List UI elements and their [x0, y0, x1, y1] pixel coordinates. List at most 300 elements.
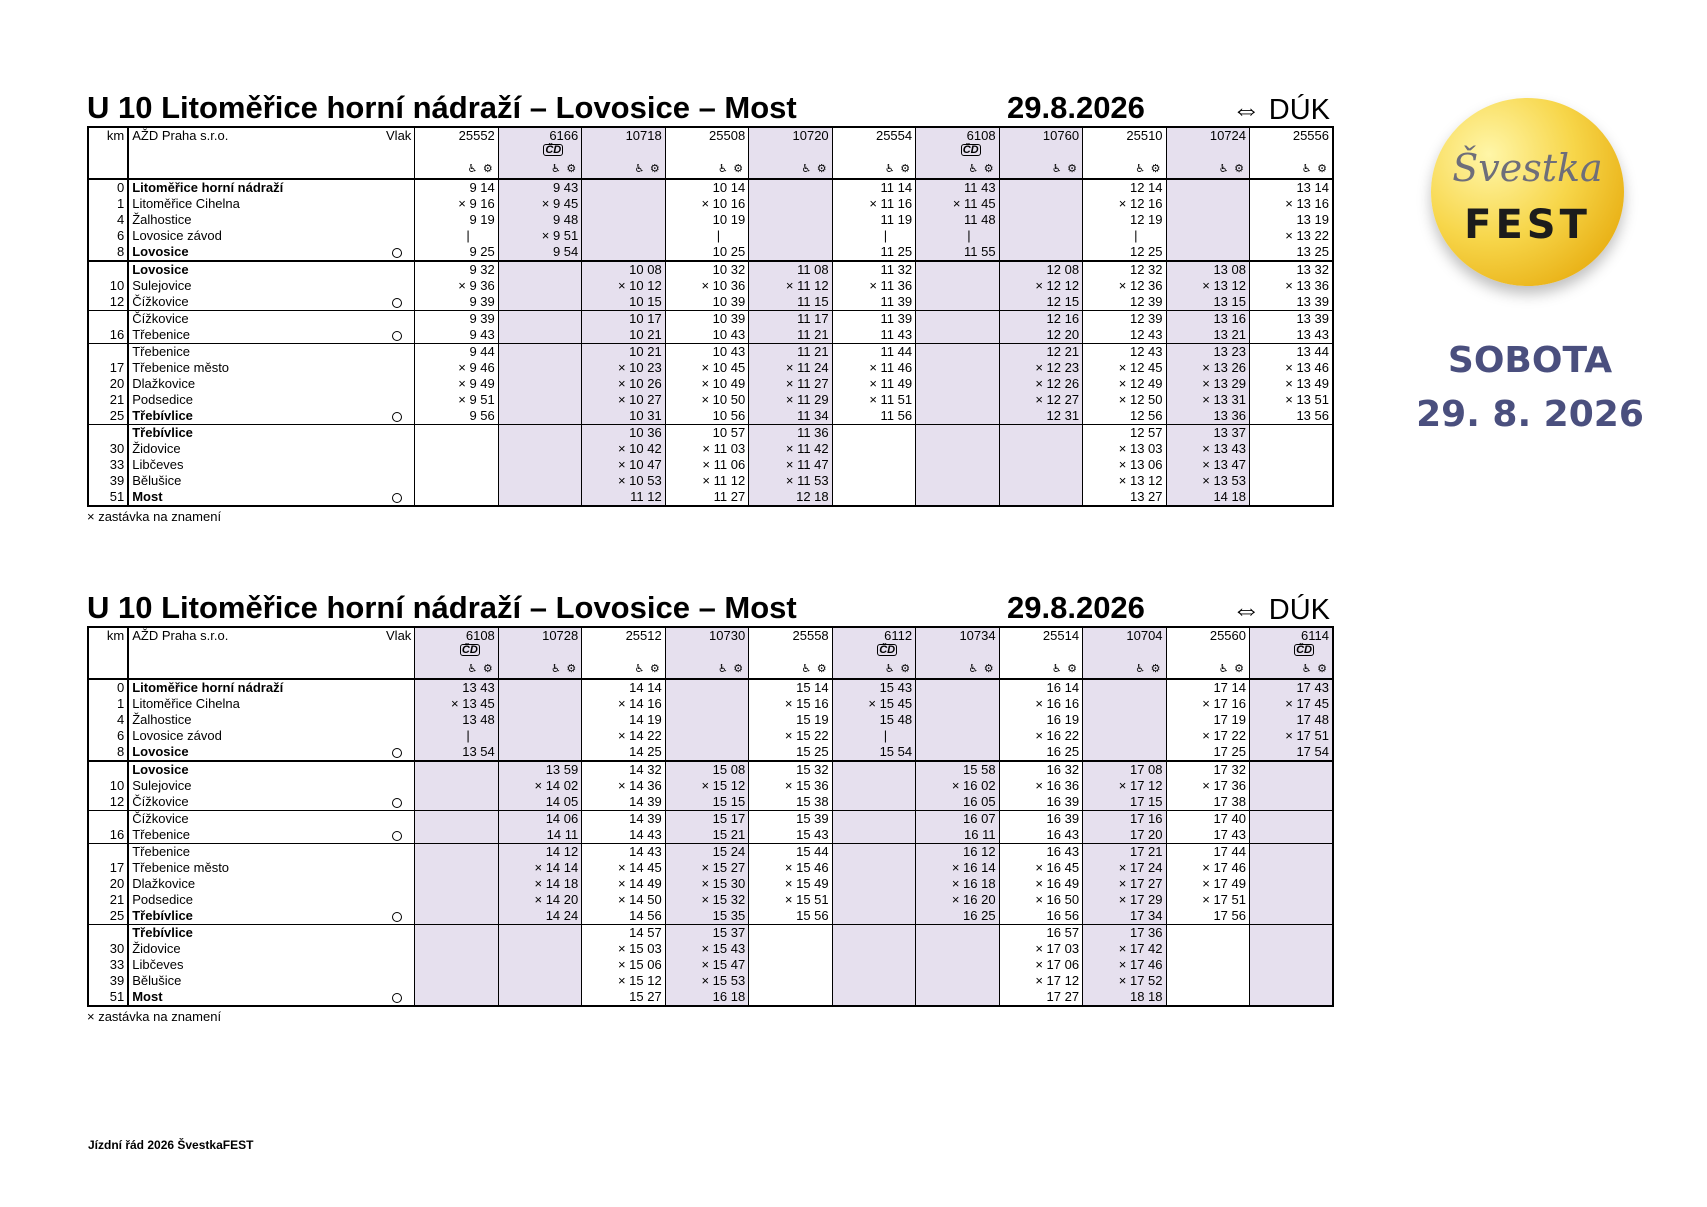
- time-cell: |: [665, 228, 748, 244]
- time-cell: × 14 36: [582, 778, 665, 794]
- time-cell: × 14 49: [582, 876, 665, 892]
- time-cell: 13 16: [1166, 311, 1249, 328]
- cd-logo-icon: ČD: [962, 144, 979, 156]
- time-cell: [415, 989, 498, 1006]
- time-cell: [999, 489, 1082, 506]
- time-cell: 15 39: [749, 811, 832, 828]
- time-cell: 10 39: [665, 311, 748, 328]
- station-row: [88, 457, 1333, 473]
- time-cell: 9 19: [415, 212, 498, 228]
- km-value: [88, 311, 128, 328]
- time-cell: × 16 45: [999, 860, 1082, 876]
- time-cell: × 13 29: [1166, 376, 1249, 392]
- time-cell: 11 32: [832, 261, 915, 278]
- time-cell: × 13 31: [1166, 392, 1249, 408]
- wheelchair-bicycle-icon: ♿ ⚙: [634, 662, 661, 675]
- station-name: Lovosice závod: [132, 228, 222, 243]
- time-cell: 12 21: [999, 344, 1082, 361]
- time-cell: [1166, 212, 1249, 228]
- time-cell: [498, 327, 581, 344]
- cd-logo-icon: ČD: [879, 644, 896, 656]
- request-circle-icon: [392, 493, 402, 503]
- time-cell: 11 19: [832, 212, 915, 228]
- time-cell: × 16 49: [999, 876, 1082, 892]
- time-cell: 16 43: [999, 844, 1082, 861]
- time-cell: 17 27: [999, 989, 1082, 1006]
- time-cell: [916, 489, 999, 506]
- train-number: 10728: [542, 628, 579, 643]
- time-cell: × 12 26: [999, 376, 1082, 392]
- km-value: [88, 925, 128, 942]
- time-cell: [415, 925, 498, 942]
- operator-label: ⇔ DÚK: [1231, 594, 1330, 626]
- time-cell: [832, 973, 915, 989]
- ring-cell: [380, 360, 415, 376]
- time-cell: [916, 744, 999, 761]
- km-header: km: [88, 627, 128, 679]
- wheelchair-bicycle-icon: ♿ ⚙: [1135, 662, 1162, 675]
- time-cell: [916, 457, 999, 473]
- ring-cell: [380, 989, 415, 1006]
- time-cell: [582, 196, 665, 212]
- time-cell: × 17 29: [1083, 892, 1166, 908]
- time-cell: × 11 12: [749, 278, 832, 294]
- ring-cell: [380, 811, 415, 828]
- time-cell: × 17 22: [1166, 728, 1249, 744]
- time-cell: × 15 43: [665, 941, 748, 957]
- time-cell: × 12 50: [1083, 392, 1166, 408]
- train-number: 10730: [709, 628, 746, 643]
- time-cell: 11 56: [832, 408, 915, 425]
- time-cell: 13 36: [1166, 408, 1249, 425]
- time-cell: 10 39: [665, 294, 748, 311]
- time-cell: × 13 53: [1166, 473, 1249, 489]
- time-cell: [916, 376, 999, 392]
- station-name: Třebívlice: [132, 908, 193, 923]
- time-cell: × 13 22: [1250, 228, 1334, 244]
- time-cell: 13 32: [1250, 261, 1334, 278]
- time-cell: 17 34: [1083, 908, 1166, 925]
- time-cell: 16 12: [916, 844, 999, 861]
- time-cell: × 16 36: [999, 778, 1082, 794]
- time-cell: [1250, 844, 1334, 861]
- time-cell: × 17 42: [1083, 941, 1166, 957]
- time-cell: 16 57: [999, 925, 1082, 942]
- time-cell: 15 15: [665, 794, 748, 811]
- wheelchair-bicycle-icon: ♿ ⚙: [1218, 662, 1245, 675]
- train-header-25508: [665, 127, 748, 179]
- time-cell: 13 43: [415, 679, 498, 696]
- wheelchair-bicycle-icon: ♿ ⚙: [634, 162, 661, 175]
- time-cell: [832, 957, 915, 973]
- time-cell: 11 39: [832, 311, 915, 328]
- time-cell: 10 43: [665, 344, 748, 361]
- km-value: 16: [88, 827, 128, 844]
- time-cell: [832, 892, 915, 908]
- time-cell: 16 43: [999, 827, 1082, 844]
- time-cell: 17 08: [1083, 761, 1166, 778]
- time-cell: [1166, 957, 1249, 973]
- time-cell: 9 14: [415, 179, 498, 196]
- time-cell: [1166, 925, 1249, 942]
- time-cell: [832, 794, 915, 811]
- time-cell: [999, 425, 1082, 442]
- station-name: Třebenice: [132, 327, 191, 342]
- time-cell: × 13 46: [1250, 360, 1334, 376]
- time-cell: 9 32: [415, 261, 498, 278]
- ring-cell: [380, 728, 415, 744]
- time-cell: 10 14: [665, 179, 748, 196]
- station-name: Libčeves: [132, 957, 184, 972]
- time-cell: × 16 18: [916, 876, 999, 892]
- time-cell: × 16 02: [916, 778, 999, 794]
- time-cell: 13 44: [1250, 344, 1334, 361]
- time-cell: 9 44: [415, 344, 498, 361]
- time-cell: [498, 957, 581, 973]
- time-cell: × 13 26: [1166, 360, 1249, 376]
- time-cell: 11 12: [582, 489, 665, 506]
- ring-cell: [380, 941, 415, 957]
- station-row: [88, 212, 1333, 228]
- time-cell: 15 32: [749, 761, 832, 778]
- time-cell: [498, 261, 581, 278]
- train-number: 6108: [465, 628, 495, 643]
- time-cell: × 11 16: [832, 196, 915, 212]
- time-cell: [1250, 457, 1334, 473]
- station-name: Libčeves: [132, 457, 184, 472]
- train-number: 25552: [458, 128, 495, 143]
- time-cell: [916, 408, 999, 425]
- station-row: [88, 489, 1333, 506]
- time-cell: 12 14: [1083, 179, 1166, 196]
- time-cell: [916, 679, 999, 696]
- time-cell: [1083, 744, 1166, 761]
- time-cell: 14 05: [498, 794, 581, 811]
- time-cell: 17 15: [1083, 794, 1166, 811]
- time-cell: 10 15: [582, 294, 665, 311]
- request-circle-icon: [392, 298, 402, 308]
- time-cell: 12 57: [1083, 425, 1166, 442]
- station-row: [88, 196, 1333, 212]
- time-cell: × 17 24: [1083, 860, 1166, 876]
- time-cell: [832, 441, 915, 457]
- time-cell: 17 32: [1166, 761, 1249, 778]
- ring-cell: [380, 778, 415, 794]
- train-header-25560: [1166, 627, 1249, 679]
- time-cell: 12 56: [1083, 408, 1166, 425]
- km-value: 33: [88, 457, 128, 473]
- station-name: Žalhostice: [132, 712, 192, 727]
- wheelchair-bicycle-icon: ♿ ⚙: [1051, 662, 1079, 675]
- time-cell: 11 43: [916, 179, 999, 196]
- km-value: 6: [88, 228, 128, 244]
- km-value: 0: [88, 679, 128, 696]
- km-value: 1: [88, 696, 128, 712]
- time-cell: 11 08: [749, 261, 832, 278]
- wheelchair-bicycle-icon: ♿ ⚙: [884, 662, 912, 675]
- station-name: Litoměřice Cihelna: [132, 196, 240, 211]
- time-cell: [832, 908, 915, 925]
- time-cell: [1083, 712, 1166, 728]
- time-cell: [498, 473, 581, 489]
- time-cell: 16 56: [999, 908, 1082, 925]
- time-cell: × 10 50: [665, 392, 748, 408]
- time-cell: 11 43: [832, 327, 915, 344]
- cd-logo-icon: ČD: [461, 644, 478, 656]
- km-value: 12: [88, 294, 128, 311]
- time-cell: 10 19: [665, 212, 748, 228]
- station-name: Třebenice: [128, 344, 379, 361]
- station-row: [88, 876, 1333, 892]
- time-cell: × 9 45: [498, 196, 581, 212]
- request-circle-icon: [392, 748, 402, 758]
- km-value: 12: [88, 794, 128, 811]
- time-cell: [916, 311, 999, 328]
- train-header-10704: [1083, 627, 1166, 679]
- time-cell: × 10 45: [665, 360, 748, 376]
- request-circle-icon: [392, 412, 402, 422]
- time-cell: × 15 47: [665, 957, 748, 973]
- time-cell: 10 25: [665, 244, 748, 261]
- train-header-10720: [749, 127, 832, 179]
- time-cell: [415, 473, 498, 489]
- station-row: [88, 973, 1333, 989]
- station-row: [88, 441, 1333, 457]
- km-value: [88, 425, 128, 442]
- ring-cell: [380, 261, 415, 278]
- request-stop-note: × zastávka na znamení: [87, 509, 222, 524]
- time-cell: [498, 311, 581, 328]
- time-cell: 14 24: [498, 908, 581, 925]
- km-value: 25: [88, 908, 128, 925]
- time-cell: [999, 196, 1082, 212]
- km-value: 20: [88, 876, 128, 892]
- time-cell: [498, 489, 581, 506]
- wheelchair-bicycle-icon: ♿ ⚙: [1218, 162, 1245, 175]
- time-cell: [415, 844, 498, 861]
- time-cell: [415, 457, 498, 473]
- time-cell: × 10 26: [582, 376, 665, 392]
- ring-cell: [380, 712, 415, 728]
- time-cell: [498, 712, 581, 728]
- time-cell: 11 55: [916, 244, 999, 261]
- time-cell: [415, 957, 498, 973]
- request-circle-icon: [392, 248, 402, 258]
- time-cell: × 12 27: [999, 392, 1082, 408]
- time-cell: |: [415, 228, 498, 244]
- time-cell: 10 08: [582, 261, 665, 278]
- time-cell: [832, 473, 915, 489]
- station-name: Litoměřice horní nádraží: [128, 679, 379, 696]
- time-cell: × 12 16: [1083, 196, 1166, 212]
- request-circle-icon: [392, 331, 402, 341]
- station-name: Třebívlice: [128, 425, 379, 442]
- time-cell: [498, 728, 581, 744]
- time-cell: 17 40: [1166, 811, 1249, 828]
- train-header-6108: [415, 627, 498, 679]
- time-cell: [1250, 908, 1334, 925]
- train-header-10724: [1166, 127, 1249, 179]
- date-label: 29. 8. 2026: [1416, 394, 1644, 435]
- station-row: [88, 179, 1333, 196]
- time-cell: 9 54: [498, 244, 581, 261]
- time-cell: 13 39: [1250, 311, 1334, 328]
- time-cell: 15 27: [582, 989, 665, 1006]
- time-cell: × 17 12: [999, 973, 1082, 989]
- time-cell: × 15 51: [749, 892, 832, 908]
- time-cell: × 9 46: [415, 360, 498, 376]
- footer-note: Jízdní řád 2026 ŠvestkaFEST: [88, 1138, 254, 1152]
- time-cell: × 17 06: [999, 957, 1082, 973]
- station-row: [88, 778, 1333, 794]
- time-cell: 14 06: [498, 811, 581, 828]
- km-value: 20: [88, 376, 128, 392]
- time-cell: [749, 212, 832, 228]
- time-cell: [1166, 941, 1249, 957]
- time-cell: 12 43: [1083, 327, 1166, 344]
- time-cell: [498, 392, 581, 408]
- time-cell: [1250, 778, 1334, 794]
- time-cell: [415, 827, 498, 844]
- time-cell: [498, 441, 581, 457]
- time-cell: 15 43: [749, 827, 832, 844]
- station-row: [88, 261, 1333, 278]
- operator-label: ⇔ DÚK: [1231, 94, 1330, 126]
- time-cell: |: [832, 728, 915, 744]
- station-name: Čížkovice: [128, 811, 379, 828]
- time-cell: 9 39: [415, 294, 498, 311]
- station-row: [88, 744, 1333, 761]
- time-cell: 12 25: [1083, 244, 1166, 261]
- station-name: Lovosice: [132, 244, 189, 259]
- time-cell: [832, 844, 915, 861]
- time-cell: 16 14: [999, 679, 1082, 696]
- station-name: Bělušice: [132, 973, 182, 988]
- time-cell: |: [832, 228, 915, 244]
- train-header-6112: [832, 627, 915, 679]
- time-cell: [1166, 244, 1249, 261]
- time-cell: 13 54: [415, 744, 498, 761]
- time-cell: [498, 457, 581, 473]
- vlak-label: Vlak: [380, 127, 415, 179]
- time-cell: × 10 16: [665, 196, 748, 212]
- time-cell: × 16 50: [999, 892, 1082, 908]
- time-cell: [1250, 794, 1334, 811]
- ring-cell: [380, 957, 415, 973]
- time-cell: × 11 49: [832, 376, 915, 392]
- time-cell: 16 39: [999, 794, 1082, 811]
- km-value: 17: [88, 860, 128, 876]
- time-cell: 15 19: [749, 712, 832, 728]
- time-cell: [415, 441, 498, 457]
- time-cell: × 11 06: [665, 457, 748, 473]
- time-cell: [1250, 957, 1334, 973]
- time-cell: [1250, 489, 1334, 506]
- svestkafest-logo: [1431, 98, 1624, 286]
- carrier-name: AŽD Praha s.r.o.: [128, 627, 379, 679]
- train-number: 10734: [959, 628, 996, 643]
- wheelchair-bicycle-icon: ♿ ⚙: [1301, 162, 1328, 175]
- ring-cell: [380, 376, 415, 392]
- km-value: 51: [88, 989, 128, 1006]
- time-cell: × 9 36: [415, 278, 498, 294]
- train-header-10734: [916, 627, 999, 679]
- station-row: [88, 344, 1333, 361]
- train-header-10730: [665, 627, 748, 679]
- ring-cell: [380, 311, 415, 328]
- station-row: [88, 712, 1333, 728]
- time-cell: [1250, 941, 1334, 957]
- km-value: 39: [88, 973, 128, 989]
- wheelchair-bicycle-icon: ♿ ⚙: [467, 662, 494, 675]
- train-number: 25560: [1209, 628, 1246, 643]
- time-cell: [832, 925, 915, 942]
- station-row: [88, 728, 1333, 744]
- time-cell: 14 57: [582, 925, 665, 942]
- train-header-25554: [832, 127, 915, 179]
- ring-cell: [380, 973, 415, 989]
- train-number: 6114: [1301, 628, 1329, 643]
- station-name: Čížkovice: [132, 794, 189, 809]
- time-cell: × 17 12: [1083, 778, 1166, 794]
- time-cell: 13 39: [1250, 294, 1334, 311]
- train-header-10728: [498, 627, 581, 679]
- time-cell: [415, 778, 498, 794]
- time-cell: 11 34: [749, 408, 832, 425]
- time-cell: × 10 49: [665, 376, 748, 392]
- ring-cell: [380, 294, 415, 311]
- timetable-table: [87, 626, 1334, 1007]
- time-cell: |: [415, 728, 498, 744]
- station-row: [88, 696, 1333, 712]
- time-cell: [749, 941, 832, 957]
- time-cell: [498, 344, 581, 361]
- ring-cell: [380, 392, 415, 408]
- time-cell: 17 36: [1083, 925, 1166, 942]
- time-cell: 18 18: [1083, 989, 1166, 1006]
- time-cell: [1250, 473, 1334, 489]
- station-row: [88, 311, 1333, 328]
- time-cell: 12 39: [1083, 311, 1166, 328]
- day-label: SOBOTA: [1447, 340, 1613, 381]
- time-cell: × 15 36: [749, 778, 832, 794]
- ring-cell: [380, 679, 415, 696]
- time-cell: [665, 728, 748, 744]
- time-cell: [665, 679, 748, 696]
- station-name: Most: [128, 989, 379, 1006]
- wheelchair-bicycle-icon: ♿ ⚙: [551, 662, 578, 675]
- ring-cell: [380, 344, 415, 361]
- time-cell: × 14 14: [498, 860, 581, 876]
- time-cell: [498, 294, 581, 311]
- km-value: [88, 844, 128, 861]
- time-cell: × 9 51: [498, 228, 581, 244]
- time-cell: [999, 212, 1082, 228]
- time-cell: [832, 811, 915, 828]
- time-cell: [665, 744, 748, 761]
- station-name: Třebenice město: [132, 360, 230, 375]
- train-number: 25514: [1042, 628, 1080, 643]
- time-cell: 17 20: [1083, 827, 1166, 844]
- time-cell: 11 39: [832, 294, 915, 311]
- time-cell: × 11 29: [749, 392, 832, 408]
- time-cell: 9 48: [498, 212, 581, 228]
- time-cell: × 15 49: [749, 876, 832, 892]
- time-cell: [916, 473, 999, 489]
- time-cell: 17 43: [1166, 827, 1249, 844]
- station-name: Sulejovice: [132, 778, 192, 793]
- station-name: Bělušice: [132, 473, 182, 488]
